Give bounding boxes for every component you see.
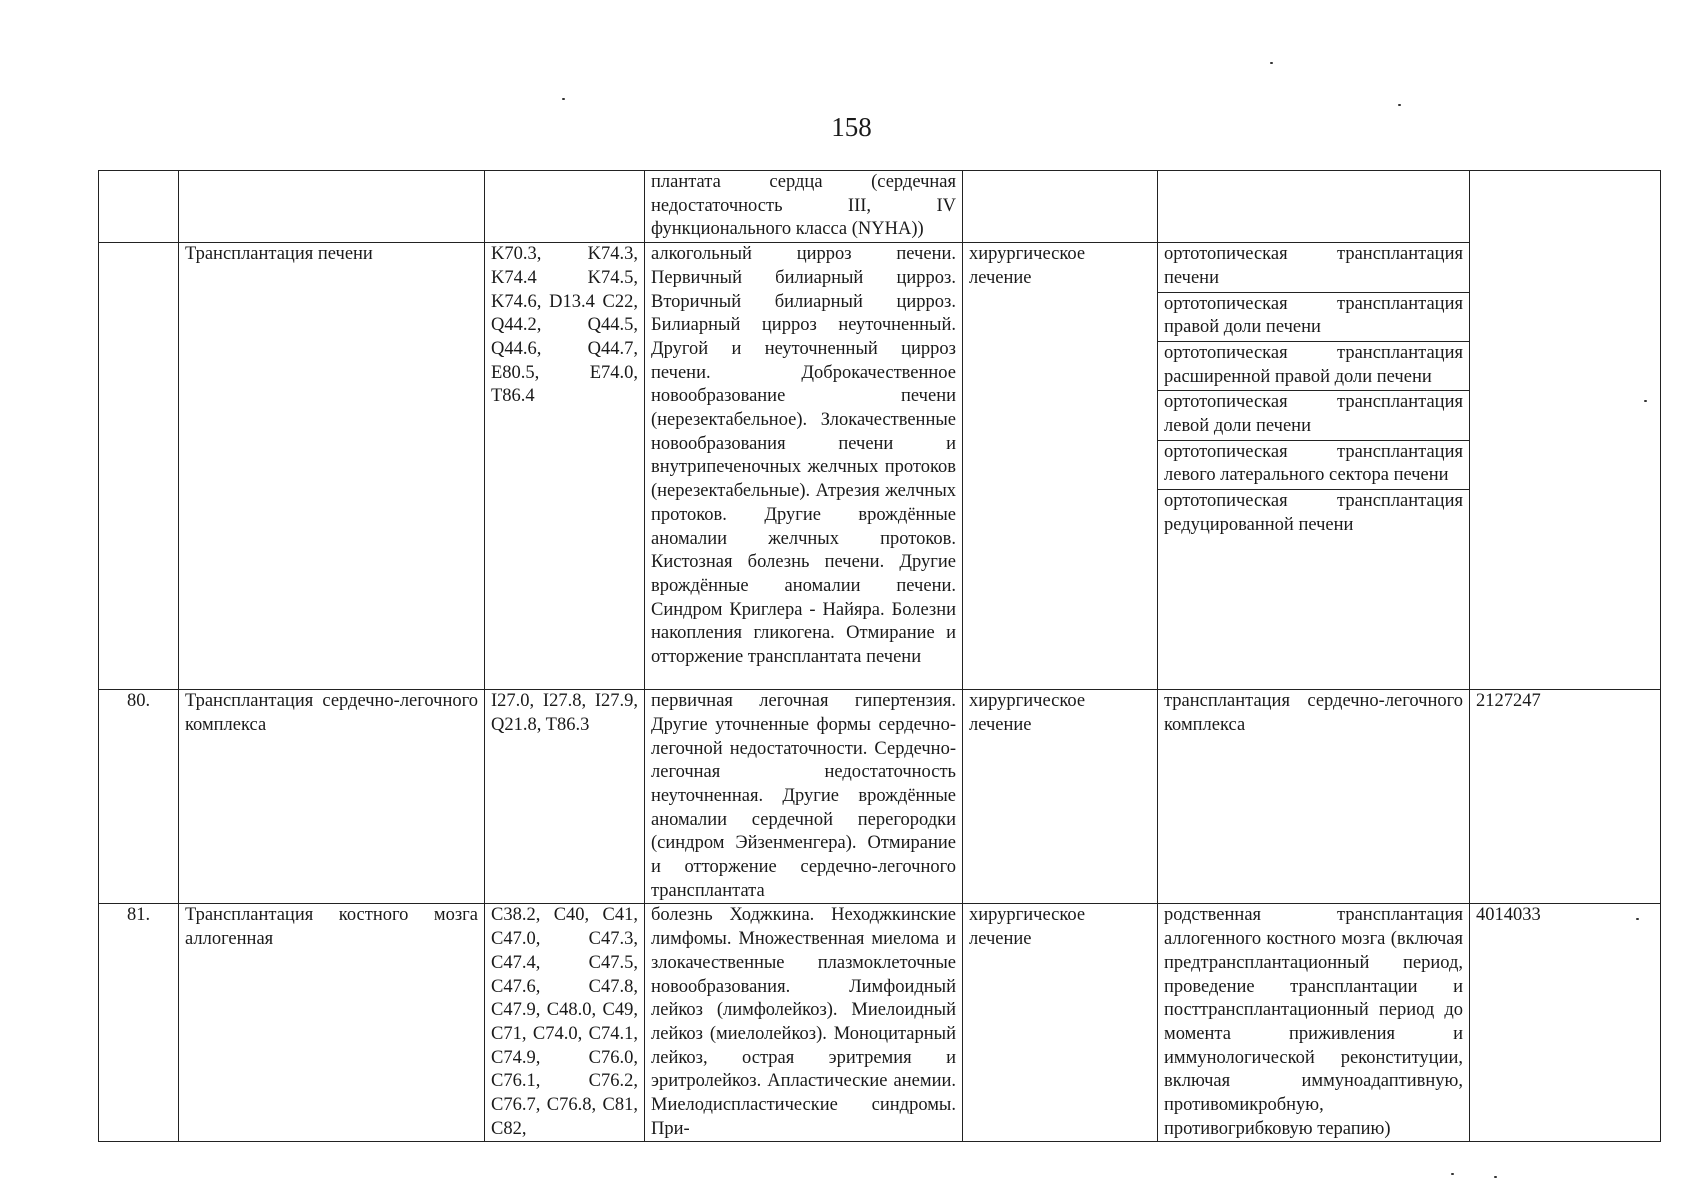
treatment-type: [963, 171, 1158, 243]
treatment-type: хирургическое лечение: [963, 243, 1158, 690]
patient-model: алкогольный цирроз печени. Первичный билиарный цирроз. Вторичный билиарный цирроз. Билиарный цирроз неуточненный. Другой и неуточненный цирроз печени. Доброкачественное новообразование печени (нерезектабельное). Злокачественные новообразования печени и внутрипеченочных желчных протоков (нерезектабельные). Атрезия желчных протоков. Другие врождённые аномалии желчных протоков. Кистозная болезнь печени. Другие врождённые аномалии печени. Синдром Криглера - Найяра. Болезни накопления гликогена. Отмирание и отторжение трансплантата печени: [645, 243, 963, 690]
care-type-name: [179, 171, 485, 243]
method-item: ортотопическая трансплантация печени: [1158, 243, 1469, 292]
table-row: [99, 171, 1661, 243]
row-number: 80.: [99, 690, 179, 904]
method-item: ортотопическая трансплантация левой доли печени: [1158, 391, 1469, 440]
treatment-type: хирургическое лечение: [963, 690, 1158, 904]
treatment-methods: [1158, 243, 1470, 690]
treatment-method: трансплантация сердечно-легочного комплекса: [1158, 690, 1470, 904]
method-item: ортотопическая трансплантация редуцированной печени: [1164, 491, 1463, 535]
icd-codes: [485, 171, 645, 243]
care-type-name: Трансплантация костного мозга аллогенная: [179, 904, 485, 1142]
icd-codes: K70.3, K74.3, K74.4 K74.5, K74.6, D13.4 C22, Q44.2, Q44.5, Q44.6, Q44.7, E80.5, E74.0, T86.4: [485, 243, 645, 690]
table-row: [99, 904, 1661, 1142]
method-item: ортотопическая трансплантация левого латерального сектора печени: [1158, 441, 1469, 490]
scan-speck: [1451, 1173, 1454, 1175]
scan-speck: [1398, 104, 1401, 106]
cost-cell: [1470, 171, 1661, 690]
treatment-type: хирургическое лечение: [963, 904, 1158, 1142]
table-row: [99, 690, 1661, 904]
cost-cell: 4014033: [1470, 904, 1661, 1142]
care-type-name: Трансплантация печени: [179, 243, 485, 690]
method-item: ортотопическая трансплантация правой доли печени: [1158, 293, 1469, 342]
row-number: 81.: [99, 904, 179, 1142]
patient-model: болезнь Ходжкина. Неходжкинские лимфомы. Множественная миелома и злокачественные плазмоклеточные новообразования. Лимфоидный лейкоз (лимфолейкоз). Миелоидный лейкоз (миелолейкоз). Моноцитарный лейкоз, острая эритремия и эритролейкоз. Апластические анемии. Миелодиспластические синдромы. При-: [645, 904, 963, 1142]
scan-speck: [1636, 918, 1639, 920]
treatment-method: родственная трансплантация аллогенного костного мозга (включая предтрансплантационный период, проведение трансплантации и посттрансплантационный период до момента приживления и иммунологической реконституции, включая иммуноадаптивную, противомикробную, противогрибковую терапию): [1158, 904, 1470, 1142]
icd-codes: C38.2, C40, C41, C47.0, C47.3, C47.4, C47.5, C47.6, C47.8, C47.9, C48.0, C49, C71, C74.0, C74.1, C74.9, C76.0, C76.1, C76.2, C76.7, C76.8, C81, C82,: [485, 904, 645, 1142]
treatment-method: [1158, 171, 1470, 243]
scan-speck: [562, 98, 565, 100]
page-number: 158: [831, 112, 872, 142]
scan-speck: [1270, 62, 1273, 64]
row-number: [99, 243, 179, 690]
medical-care-table: [98, 170, 1661, 1142]
method-item: ортотопическая трансплантация расширенной правой доли печени: [1158, 342, 1469, 391]
patient-model: плантата сердца (сердечная недостаточность III, IV функционального класса (NYHA)): [645, 171, 963, 243]
scan-speck: [1644, 400, 1647, 402]
table-row: [99, 243, 1661, 690]
care-type-name: Трансплантация сердечно-легочного комплекса: [179, 690, 485, 904]
cost-cell: 2127247: [1470, 690, 1661, 904]
scan-speck: [1494, 1176, 1497, 1178]
icd-codes: I27.0, I27.8, I27.9, Q21.8, T86.3: [485, 690, 645, 904]
patient-model: первичная легочная гипертензия. Другие уточненные формы сердечно-легочной недостаточности. Сердечно-легочная недостаточность неуточненная. Другие врождённые аномалии сердечной перегородки (синдром Эйзенменгера). Отмирание и отторжение сердечно-легочного трансплантата: [645, 690, 963, 904]
row-number: [99, 171, 179, 243]
